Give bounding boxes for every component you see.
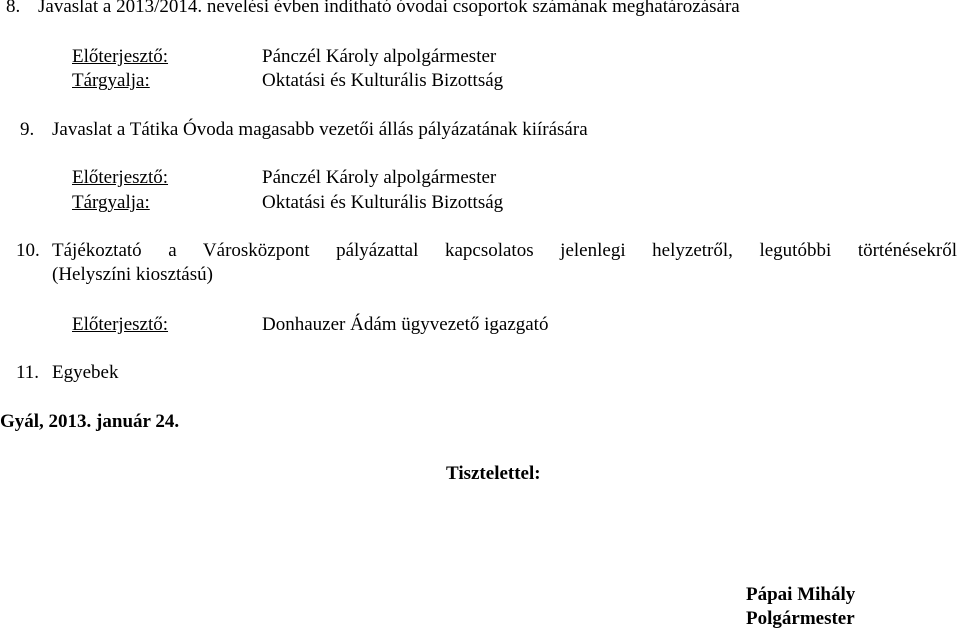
agenda-item-10-title-line1: Tájékoztató a Városközpont pályázattal kapcsolatos jelenlegi helyzetről, legutóbbi történésekről — [52, 240, 957, 261]
agenda-item-9-committee-label: Tárgyalja: — [72, 192, 150, 213]
greeting: Tisztelettel: — [446, 463, 541, 484]
signer-title: Polgármester — [746, 608, 855, 629]
agenda-item-9-number: 9. — [20, 119, 35, 140]
agenda-item-8-number: 8. — [6, 0, 21, 17]
agenda-item-11-title: Egyebek — [52, 362, 119, 383]
agenda-item-9-presenter-value: Pánczél Károly alpolgármester — [262, 167, 497, 188]
agenda-item-9-committee-value: Oktatási és Kulturális Bizottság — [262, 192, 504, 213]
place-date: Gyál, 2013. január 24. — [0, 411, 180, 432]
agenda-item-10-presenter-label: Előterjesztő: — [72, 314, 169, 335]
agenda-item-11-number: 11. — [16, 362, 40, 383]
agenda-item-8-presenter-label: Előterjesztő: — [72, 46, 169, 67]
agenda-item-8-presenter-value: Pánczél Károly alpolgármester — [262, 46, 497, 67]
agenda-item-10-title-line2: (Helyszíni kiosztású) — [52, 264, 213, 285]
agenda-item-9-presenter-label: Előterjesztő: — [72, 167, 169, 188]
agenda-item-10-number: 10. — [16, 240, 40, 261]
agenda-item-10-presenter-value: Donhauzer Ádám ügyvezető igazgató — [262, 314, 549, 335]
agenda-item-8-committee-value: Oktatási és Kulturális Bizottság — [262, 70, 504, 91]
signer-name: Pápai Mihály — [746, 584, 856, 605]
agenda-item-8-committee-label: Tárgyalja: — [72, 70, 150, 91]
agenda-item-9-title: Javaslat a Tátika Óvoda magasabb vezetői állás pályázatának kiírására — [52, 119, 588, 140]
agenda-item-8-title: Javaslat a 2013/2014. nevelési évben indítható óvodai csoportok számának meghatározására — [38, 0, 740, 17]
